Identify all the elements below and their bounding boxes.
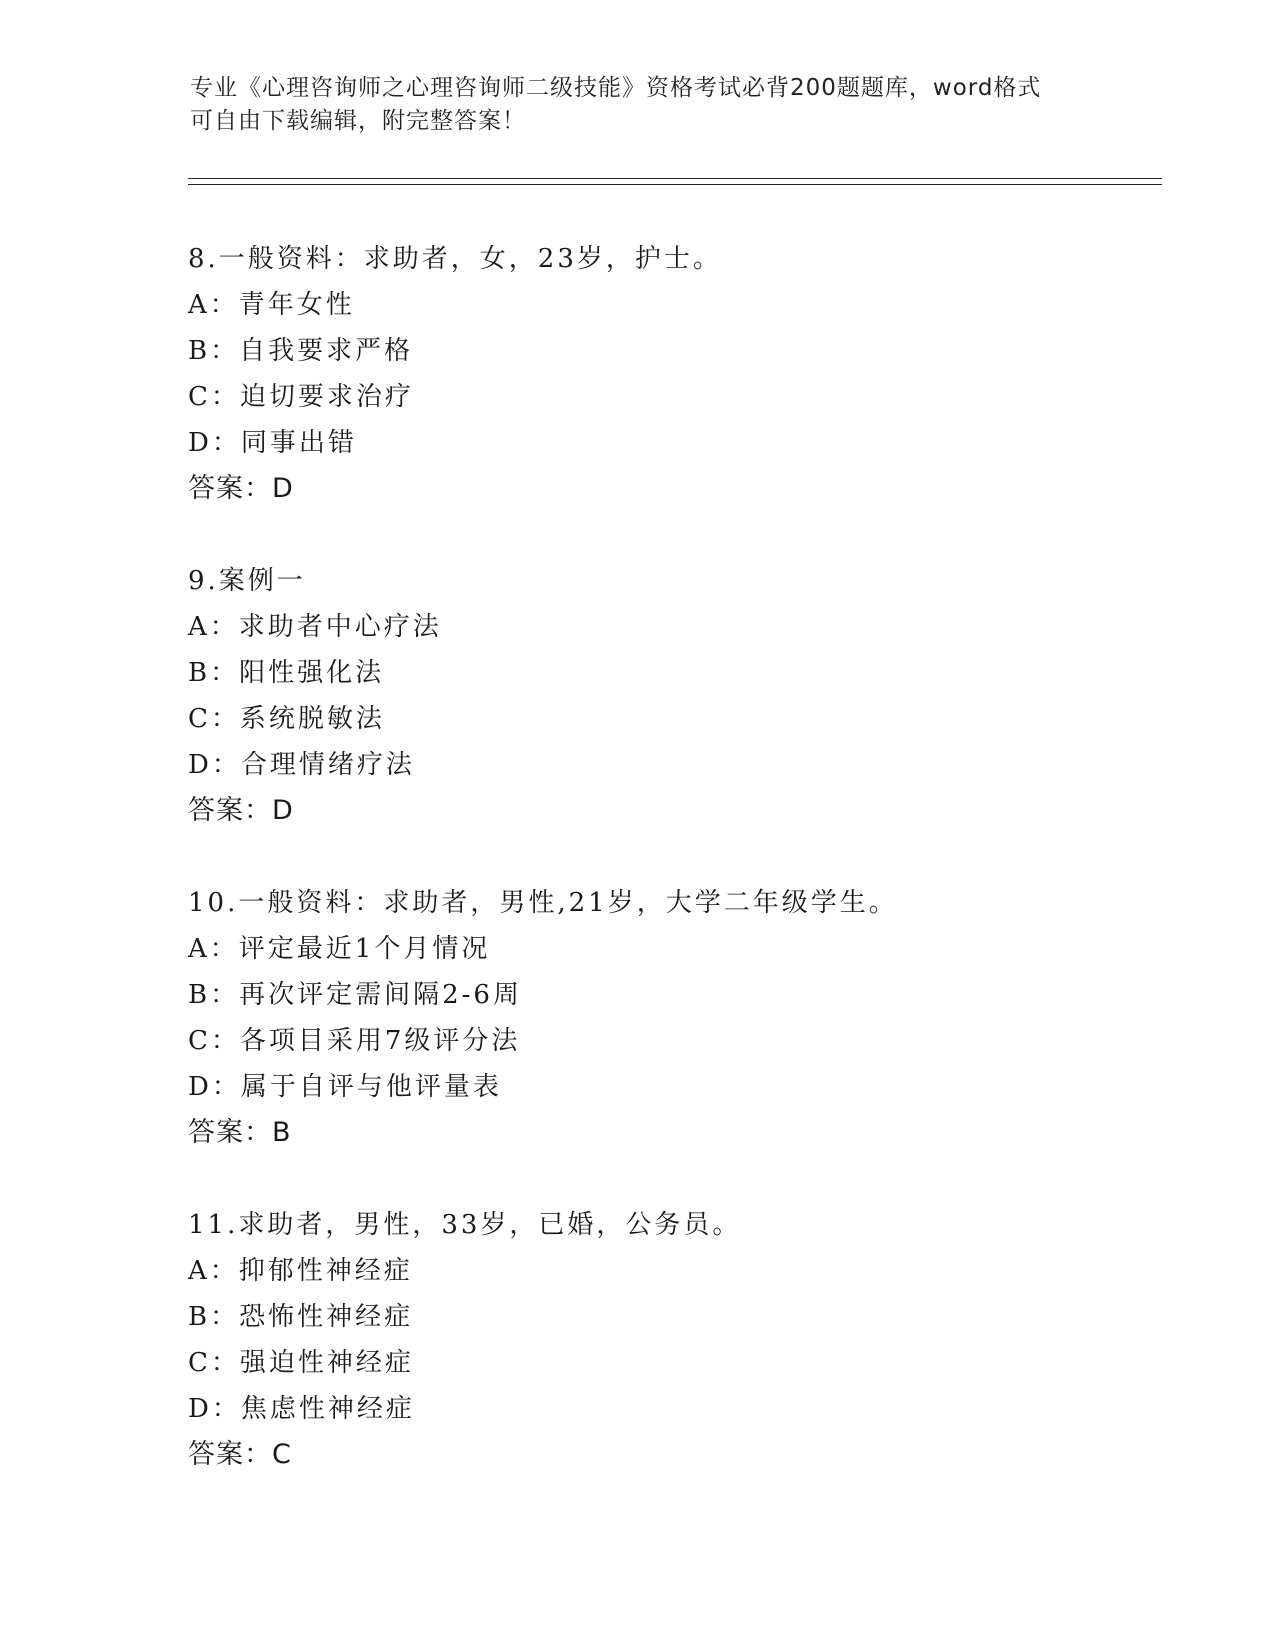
question-9 xyxy=(188,558,1148,834)
option-a: A：求助者中心疗法 xyxy=(188,612,442,642)
document-header xyxy=(190,72,1090,138)
option-b: B：再次评定需间隔2-6周 xyxy=(188,980,522,1010)
header-line-1: 专业《心理咨询师之心理咨询师二级技能》资格考试必背200题题库，word格式 xyxy=(190,75,1042,101)
option-a: A：评定最近1个月情况 xyxy=(188,934,491,964)
question-11 xyxy=(188,1202,1148,1478)
answer-line: 答案：B xyxy=(188,1117,292,1148)
option-d: D：焦虑性神经症 xyxy=(188,1394,415,1424)
option-b: B：恐怖性神经症 xyxy=(188,1302,414,1332)
answer-line: 答案：C xyxy=(188,1439,292,1470)
question-10 xyxy=(188,880,1148,1156)
option-b: B：自我要求严格 xyxy=(188,336,414,366)
option-c: C：迫切要求治疗 xyxy=(188,382,414,412)
header-line-2: 可自由下载编辑，附完整答案！ xyxy=(190,108,526,134)
question-title: 10.一般资料：求助者，男性,21岁，大学二年级学生。 xyxy=(188,888,898,918)
option-c: C：各项目采用7级评分法 xyxy=(188,1026,521,1056)
option-d: D：合理情绪疗法 xyxy=(188,750,415,780)
option-d: D：同事出错 xyxy=(188,428,357,458)
answer-line: 答案：D xyxy=(188,795,294,826)
question-8 xyxy=(188,236,1148,512)
option-c: C：强迫性神经症 xyxy=(188,1348,414,1378)
option-b: B：阳性强化法 xyxy=(188,658,385,688)
option-a: A：抑郁性神经症 xyxy=(188,1256,413,1286)
answer-line: 答案：D xyxy=(188,473,294,504)
header-double-rule xyxy=(188,178,1162,185)
question-title: 11.求助者，男性，33岁，已婚，公务员。 xyxy=(188,1210,742,1240)
question-list xyxy=(188,236,1148,1524)
option-a: A：青年女性 xyxy=(188,290,355,320)
question-title: 8.一般资料：求助者，女，23岁，护士。 xyxy=(188,244,722,274)
option-d: D：属于自评与他评量表 xyxy=(188,1072,502,1102)
option-c: C：系统脱敏法 xyxy=(188,704,385,734)
question-title: 9.案例一 xyxy=(188,566,306,596)
